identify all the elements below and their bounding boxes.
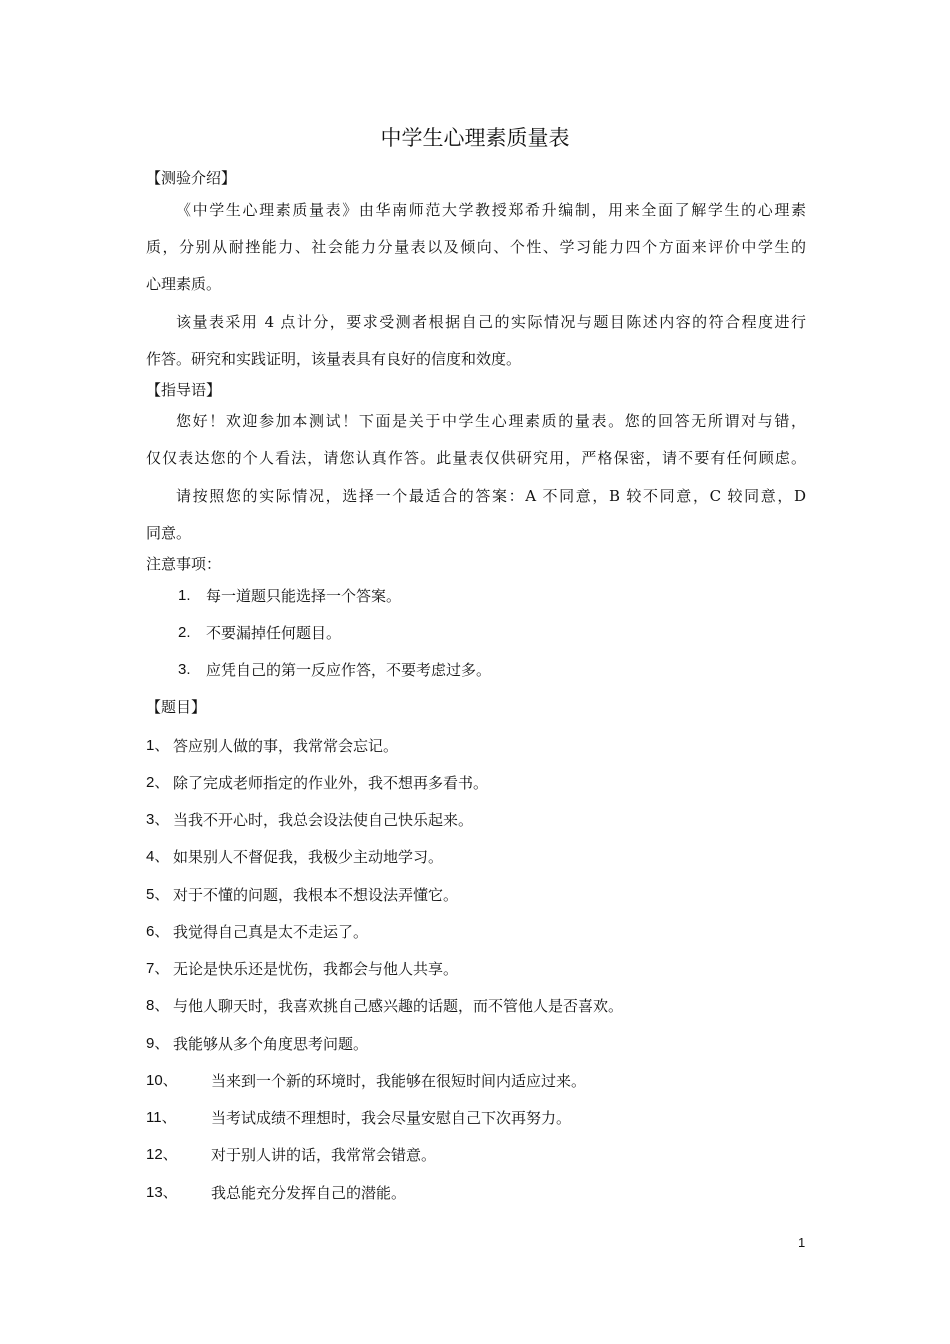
question-text: 对于不懂的问题，我根本不想设法弄懂它。 xyxy=(173,886,459,904)
note-text: 每一道题只能选择一个答案。 xyxy=(206,587,402,605)
question-text: 答应别人做的事，我常常会忘记。 xyxy=(173,737,399,755)
question-text: 与他人聊天时，我喜欢挑自己感兴趣的话题，而不管他人是否喜欢。 xyxy=(173,997,624,1015)
question-text: 当考试成绩不理想时，我会尽量安慰自己下次再努力。 xyxy=(211,1109,572,1127)
question-text: 我总能充分发挥自己的潜能。 xyxy=(211,1184,407,1202)
question-text: 我觉得自己真是太不走运了。 xyxy=(173,923,369,941)
page-number: 1 xyxy=(798,1235,806,1250)
section-heading-guide: 【指导语】 xyxy=(146,381,222,399)
question-number: 9、 xyxy=(146,1035,170,1052)
question-text: 当来到一个新的环境时，我能够在很短时间内适应过来。 xyxy=(211,1072,587,1090)
section-heading-intro: 【测验介绍】 xyxy=(146,169,237,187)
note-text: 应凭自己的第一反应作答，不要考虑过多。 xyxy=(206,661,492,679)
question-text: 对于别人讲的话，我常常会错意。 xyxy=(211,1146,437,1164)
question-number: 11、 xyxy=(146,1109,177,1126)
question-number: 4、 xyxy=(146,848,170,865)
section-heading-questions: 【题目】 xyxy=(146,698,207,716)
question-number: 3、 xyxy=(146,811,170,828)
question-text: 当我不开心时，我总会设法使自己快乐起来。 xyxy=(173,811,474,829)
intro-paragraph-line: 心理素质。 xyxy=(146,275,222,293)
intro-paragraph-line: 质，分别从耐挫能力、社会能力分量表以及倾向、个性、学习能力四个方面来评价中学生的 xyxy=(146,238,806,256)
question-number: 10、 xyxy=(146,1072,178,1089)
question-number: 2、 xyxy=(146,774,170,791)
question-text: 如果别人不督促我，我极少主动地学习。 xyxy=(173,848,444,866)
guide-paragraph-line: 您好！欢迎参加本测试！下面是关于中学生心理素质的量表。您的回答无所谓对与错， xyxy=(176,412,806,430)
question-text: 无论是快乐还是忧伤，我都会与他人共享。 xyxy=(173,960,459,978)
question-number: 5、 xyxy=(146,886,170,903)
question-number: 8、 xyxy=(146,997,170,1014)
notes-heading: 注意事项： xyxy=(146,555,222,573)
note-text: 不要漏掉任何题目。 xyxy=(206,624,342,642)
question-number: 7、 xyxy=(146,960,170,977)
question-text: 我能够从多个角度思考问题。 xyxy=(173,1035,369,1053)
intro-paragraph-line: 《中学生心理素质量表》由华南师范大学教授郑希升编制，用来全面了解学生的心理素 xyxy=(176,201,806,219)
note-number: 1. xyxy=(178,587,191,604)
note-number: 2. xyxy=(178,624,191,641)
question-number: 6、 xyxy=(146,923,170,940)
guide-paragraph-line: 仅仅表达您的个人看法，请您认真作答。此量表仅供研究用，严格保密，请不要有任何顾虑。 xyxy=(146,449,806,467)
question-text: 除了完成老师指定的作业外，我不想再多看书。 xyxy=(173,774,489,792)
question-number: 13、 xyxy=(146,1184,178,1201)
guide-paragraph-line: 请按照您的实际情况，选择一个最适合的答案：A 不同意，B 较不同意，C 较同意，D xyxy=(176,487,806,505)
question-number: 1、 xyxy=(146,737,170,754)
guide-paragraph-line: 同意。 xyxy=(146,524,192,542)
question-number: 12、 xyxy=(146,1146,178,1163)
page-title: 中学生心理素质量表 xyxy=(380,126,570,150)
intro-paragraph-line: 作答。研究和实践证明，该量表具有良好的信度和效度。 xyxy=(146,350,522,368)
intro-paragraph-line: 该量表采用 4 点计分，要求受测者根据自己的实际情况与题目陈述内容的符合程度进行 xyxy=(176,313,806,331)
note-number: 3. xyxy=(178,661,191,678)
